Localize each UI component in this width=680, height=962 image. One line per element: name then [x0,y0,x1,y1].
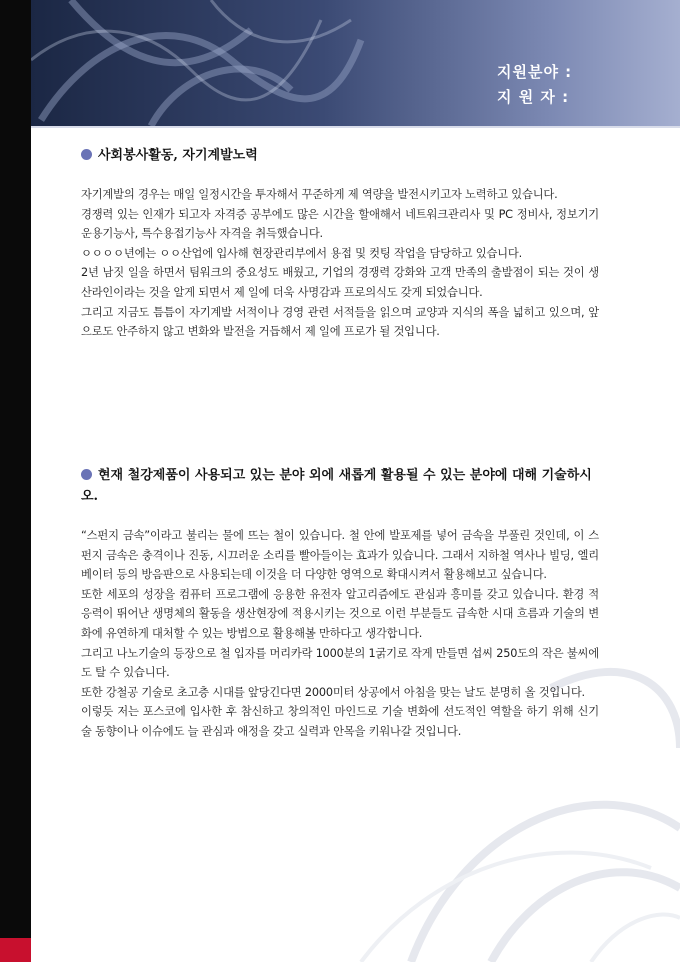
paragraph: 또한 강철공 기술로 초고층 시대를 앞당긴다면 2000미터 상공에서 아침을 맞는 날도 분명히 올 것입니다. [81,685,585,699]
paragraph: 자기계발의 경우는 매일 일정시간을 투자해서 꾸준하게 제 역량을 발전시키고자 노력하고 있습니다. [81,188,558,201]
section-2-heading-text: 현재 철강제품이 사용되고 있는 분야 외에 새롭게 활용될 수 있는 분야에 대해 기술하시오. [81,468,592,504]
bullet-icon [81,149,92,160]
paragraph: 이렇듯 저는 포스코에 입사한 후 참신하고 창의적인 마인드로 기술 변화에 선도적인 역할을 하기 위해 신기술 동향이나 이슈에도 늘 관심과 애정을 갖고 실력과 안목을 키워나갈 것입니다. [81,705,599,738]
bullet-icon [81,469,92,480]
paragraph: ㅇㅇㅇㅇ년에는 ㅇㅇ산업에 입사해 현장관리부에서 용접 및 컷팅 작업을 담당하고 있습니다. [81,246,522,260]
left-border-bar [0,0,31,962]
header-banner [31,0,680,126]
paragraph: “스펀지 금속”이라고 불리는 물에 뜨는 철이 있습니다. 철 안에 발포제를 넣어 금속을 부풀린 것인데, 이 스펀지 금속은 충격이나 진동, 시끄러운 소리를 빨아들이는 효과가 있습니다. 그래서 지하철 역사나 빌딩, 엘리베이터 등의 방음판으로 사용되는데 이것을 더 다양한 영역으로 확대시켜서 활용해보고 싶습니다. [81,529,599,582]
section-1-body [81,185,599,342]
header-swirl-decoration [31,0,680,126]
header-divider [31,126,680,128]
paragraph: 경쟁력 있는 인재가 되고자 자격증 공부에도 많은 시간을 할애해서 네트워크관리사 및 PC 정비사, 정보기기운용기능사, 특수용접기능사 자격을 취득했습니다. [81,207,599,241]
paragraph: 2년 남짓 일을 하면서 팀워크의 중요성도 배웠고, 기업의 경쟁력 강화와 고객 만족의 출발점이 되는 것이 생산라인이라는 것을 알게 되면서 제 일에 더욱 사명감과 프로의식도 갖게 되었습니다. [81,266,599,299]
paragraph: 그리고 지금도 틈틈이 자기계발 서적이나 경영 관련 서적들을 읽으며 교양과 지식의 폭을 넓히고 있으며, 앞으로도 안주하지 않고 변화와 발전을 거듭해서 제 일에 프로가 될 것입니다. [81,305,599,339]
paragraph: 또한 세포의 성장을 컴퓨터 프로그램에 응용한 유전자 알고리즘에도 관심과 흥미를 갖고 있습니다. 환경 적응력이 뛰어난 생명체의 활동을 생산현장에 적용시키는 것으로 이런 부분들도 급속한 시대 흐름과 기술의 변화에 유연하게 대처할 수 있는 방법으로 활용해볼 만하다고 생각합니다. [81,587,599,640]
section-2-body [81,526,599,742]
section-2-heading [81,465,601,507]
left-red-marker [0,938,31,962]
applicant-label: 지 원 자 : [497,88,570,106]
paragraph: 그리고 나노기술의 등장으로 철 입자를 머리카락 1000분의 1굵기로 작게 만들면 섭씨 250도의 작은 불씨에도 탈 수 있습니다. [81,646,599,680]
section-1-heading [81,145,601,166]
section-1-heading-text: 사회봉사활동, 자기계발노력 [98,148,258,163]
field-label: 지원분야 : [497,63,573,81]
